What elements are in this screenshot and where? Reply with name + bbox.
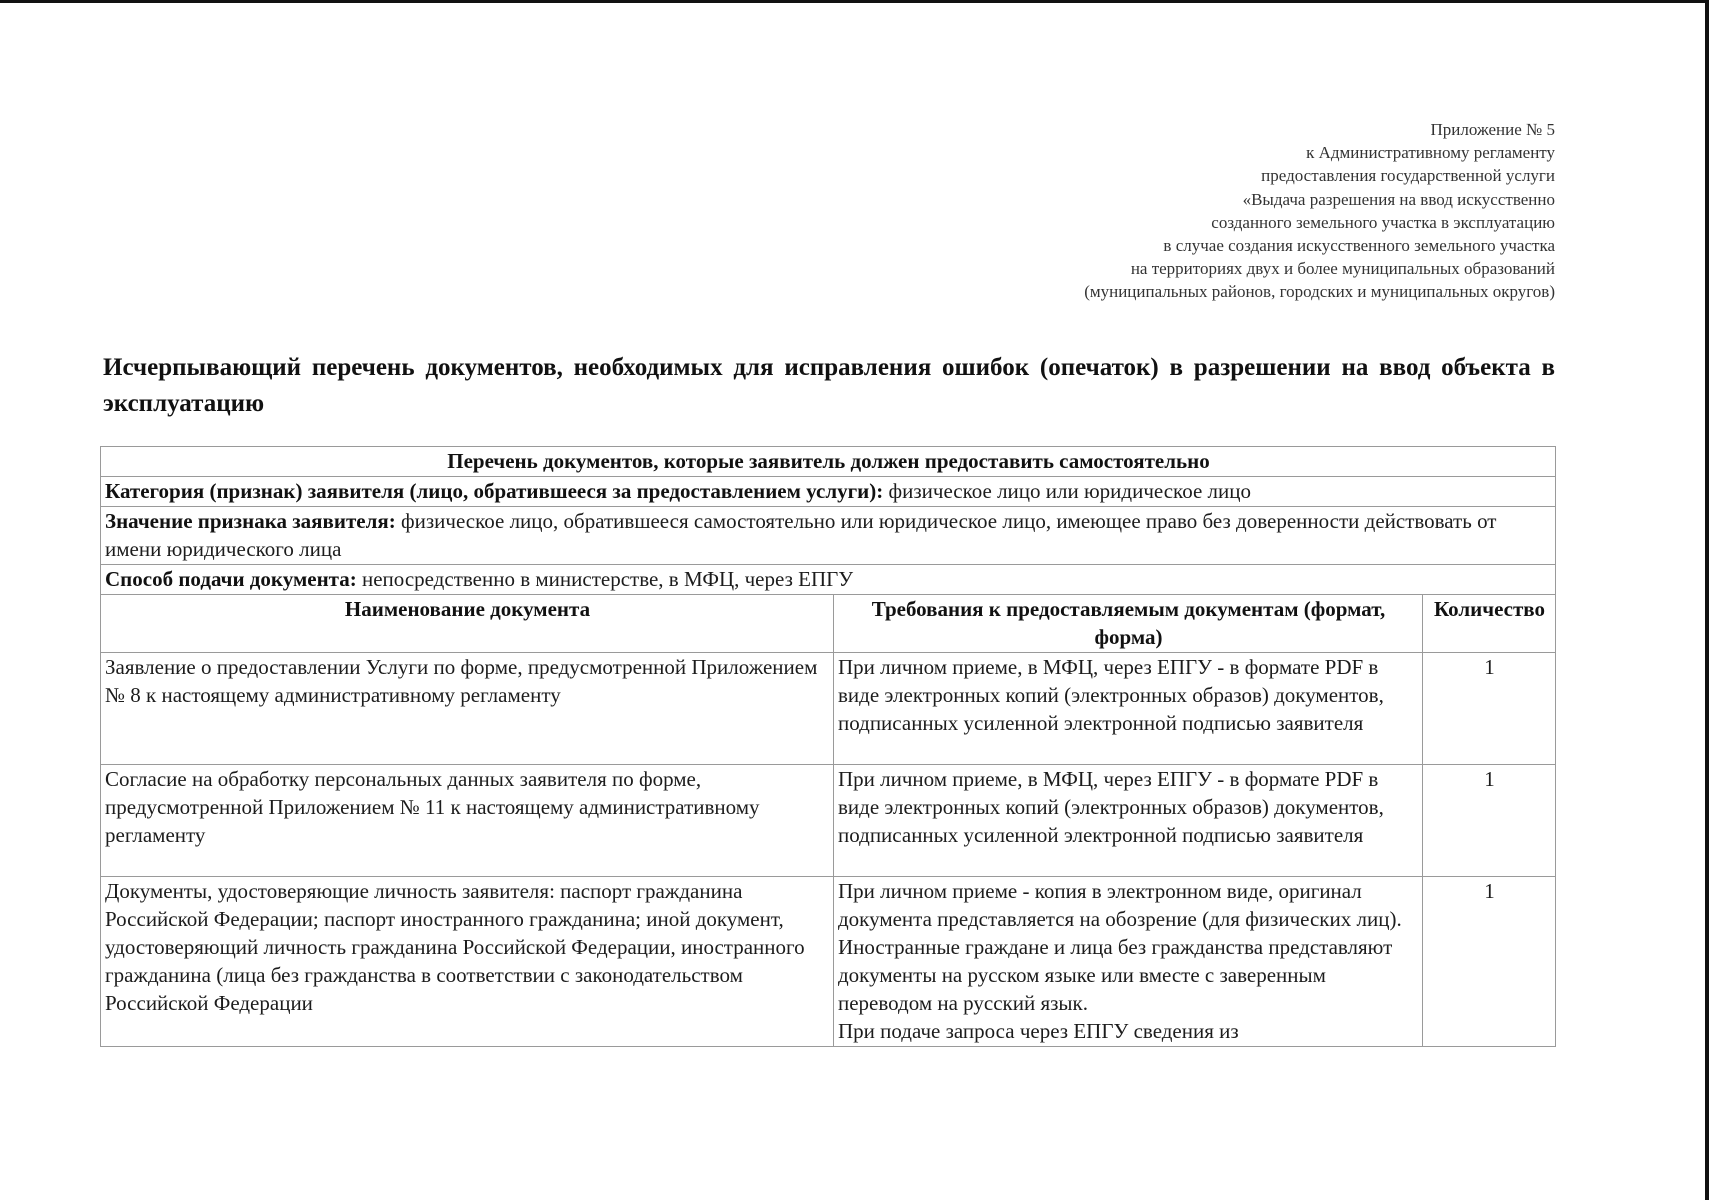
category-cell [101,477,1556,507]
attribute-label: Значение признака заявителя: [105,509,396,533]
category-label: Категория (признак) заявителя (лицо, обратившееся за предоставлением услуги): [105,479,884,503]
scan-edge-right [1705,0,1709,1200]
section-header-cell [101,447,1556,477]
document-name-cell: Заявление о предоставлении Услуги по форме, предусмотренной Приложением № 8 к настоящему административному регламенту [101,653,834,765]
annex-line: (муниципальных районов, городских и муниципальных округов) [1084,282,1555,302]
requirements-cell: При личном приеме, в МФЦ, через ЕПГУ - в формате PDF в виде электронных копий (электронных образов) документов, подписанных усиленной электронной подписью заявителя [834,653,1423,765]
documents-table [100,446,1556,1047]
method-label: Способ подачи документа: [105,567,357,591]
attribute-cell [101,507,1556,565]
table-row [101,653,1556,765]
attribute-value: физическое лицо, обратившееся самостоятельно или юридическое лицо, имеющее право без доверенности действовать от имени юридического лица [105,509,1497,561]
attribute-row [101,507,1556,565]
table-row [101,765,1556,877]
category-row [101,477,1556,507]
annex-line: в случае создания искусственного земельного участка [1163,236,1555,256]
column-header-requirements: Требования к предоставляемым документам (формат, форма) [834,595,1423,653]
column-header-quantity: Количество [1423,595,1556,653]
requirements-cell [834,877,1423,1047]
method-cell [101,565,1556,595]
annex-line: Приложение № 5 [1430,120,1555,139]
method-row [101,565,1556,595]
category-value: физическое лицо или юридическое лицо [888,479,1251,503]
scan-edge-top [0,0,1709,3]
requirements-line: При подаче запроса через ЕПГУ сведения из [838,1019,1239,1043]
annex-header [795,118,1555,304]
annex-line: на территориях двух и более муниципальных образований [1130,259,1555,279]
document-name-cell: Документы, удостоверяющие личность заявителя: паспорт гражданина Российской Федерации; паспорт иностранного гражданина; иной документ, удостоверяющий личность гражданина Российской Федерации, иностранного гражданина (лица без гражданства в соответствии с законодательством Российской Федерации [101,877,834,1047]
requirements-cell: При личном приеме, в МФЦ, через ЕПГУ - в формате PDF в виде электронных копий (электронных образов) документов, подписанных усиленной электронной подписью заявителя [834,765,1423,877]
annex-line: предоставления государственной услуги [1261,166,1555,186]
section-header-row [101,447,1556,477]
requirements-line: При личном приеме - копия в электронном виде, оригинал документа представляется на обозрение (для физических лиц). [838,879,1402,931]
column-header-name: Наименование документа [101,595,834,653]
quantity-cell: 1 [1423,877,1556,1047]
column-header-row [101,595,1556,653]
annex-line: к Административному регламенту [1306,143,1555,163]
quantity-cell: 1 [1423,653,1556,765]
quantity-cell: 1 [1423,765,1556,877]
document-title: Исчерпывающий перечень документов, необходимых для исправления ошибок (опечаток) в разрешении на ввод объекта в эксплуатацию [103,354,1555,417]
annex-line: «Выдача разрешения на ввод искусственно [1242,189,1555,209]
document-name-cell: Согласие на обработку персональных данных заявителя по форме, предусмотренной Приложением № 11 к настоящему административному регламенту [101,765,834,877]
method-value: непосредственно в министерстве, в МФЦ, через ЕПГУ [362,567,854,591]
table-row [101,877,1556,1047]
section-header: Перечень документов, которые заявитель должен предоставить самостоятельно [447,449,1210,473]
requirements-line: Иностранные граждане и лица без гражданства представляют документы на русском языке или вместе с заверенным переводом на русский язык. [838,935,1393,1015]
annex-line: созданного земельного участка в эксплуатацию [1211,212,1555,232]
